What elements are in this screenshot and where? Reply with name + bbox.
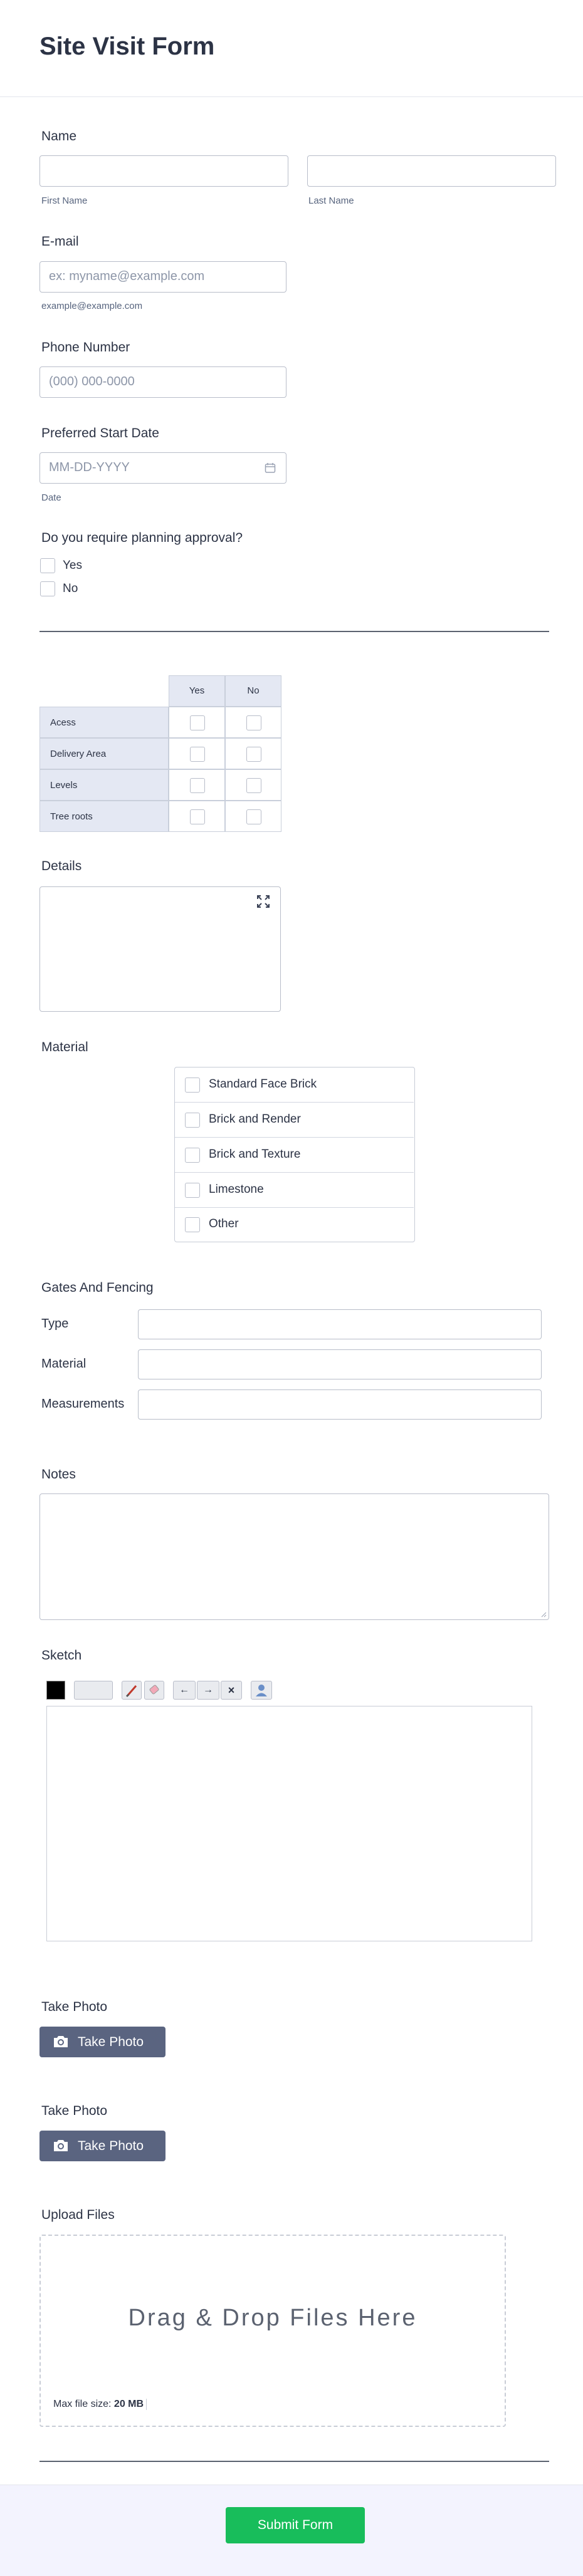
last-name-sublabel: Last Name <box>308 195 354 206</box>
approval-no-label: No <box>63 582 78 595</box>
date-placeholder: MM-DD-YYYY <box>49 460 130 474</box>
take-photo-button[interactable]: Take Photo <box>39 2027 165 2057</box>
notes-label: Notes <box>41 1467 76 1482</box>
gates-measurements-input[interactable] <box>138 1389 542 1420</box>
matrix-checkbox[interactable] <box>190 715 205 730</box>
matrix-cell <box>169 707 225 738</box>
undo-icon[interactable]: ← <box>173 1681 196 1700</box>
camera-icon <box>52 2034 70 2053</box>
notes-textarea[interactable] <box>39 1493 549 1620</box>
approval-no-checkbox[interactable] <box>40 581 55 596</box>
name-label: Name <box>41 129 77 143</box>
material-checkbox[interactable] <box>185 1078 200 1093</box>
matrix-checkbox[interactable] <box>246 809 261 824</box>
calendar-icon[interactable] <box>265 462 276 477</box>
phone-label: Phone Number <box>41 340 130 355</box>
matrix-row-label: Tree roots <box>39 801 169 832</box>
camera-icon <box>52 2138 70 2157</box>
matrix-checkbox[interactable] <box>190 778 205 793</box>
material-option[interactable]: Limestone <box>175 1173 414 1208</box>
clear-icon[interactable]: × <box>221 1681 242 1700</box>
material-option[interactable]: Standard Face Brick <box>175 1067 414 1103</box>
sketch-label: Sketch <box>41 1648 82 1663</box>
matrix-cell <box>225 738 281 769</box>
matrix-col-no: No <box>225 675 281 707</box>
material-checkbox[interactable] <box>185 1113 200 1128</box>
matrix-cell <box>169 738 225 769</box>
details-label: Details <box>41 859 82 873</box>
last-name-input[interactable] <box>307 155 556 187</box>
matrix-col-yes: Yes <box>169 675 225 707</box>
resize-handle-icon[interactable] <box>540 1611 547 1618</box>
approval-label: Do you require planning approval? <box>41 531 243 545</box>
brush-icon[interactable] <box>122 1681 142 1700</box>
first-name-sublabel: First Name <box>41 195 88 206</box>
expand-icon[interactable] <box>256 895 270 911</box>
gates-material-label: Material <box>41 1357 87 1371</box>
details-textarea[interactable] <box>39 886 281 1012</box>
material-label: Material <box>41 1040 88 1054</box>
start-date-field[interactable] <box>39 452 286 484</box>
user-icon[interactable] <box>251 1681 272 1700</box>
form-title: Site Visit Form <box>39 33 215 60</box>
material-option[interactable]: Brick and Render <box>175 1103 414 1138</box>
gates-material-input[interactable] <box>138 1349 542 1379</box>
take-photo-label: Take Photo <box>41 2000 108 2014</box>
drop-text: Drag & Drop Files Here <box>128 2305 418 2331</box>
gates-type-input[interactable] <box>138 1309 542 1339</box>
phone-placeholder: (000) 000-0000 <box>49 375 135 388</box>
gates-label: Gates And Fencing <box>41 1280 154 1295</box>
email-placeholder: ex: myname@example.com <box>49 269 205 283</box>
matrix-row-label: Levels <box>39 769 169 801</box>
section-divider <box>39 631 549 632</box>
material-checkbox[interactable] <box>185 1148 200 1163</box>
start-date-sublabel: Date <box>41 492 61 503</box>
matrix-cell <box>225 707 281 738</box>
matrix-cell <box>169 801 225 832</box>
material-option[interactable]: Other <box>175 1208 414 1241</box>
max-file-size: Max file size: 20 MB <box>53 2399 147 2410</box>
phone-field[interactable] <box>39 366 286 398</box>
material-list <box>174 1067 415 1242</box>
start-date-label: Preferred Start Date <box>41 426 159 440</box>
approval-yes-checkbox[interactable] <box>40 558 55 573</box>
matrix-row-label: Acess <box>39 707 169 738</box>
email-field[interactable] <box>39 261 286 293</box>
upload-label: Upload Files <box>41 2208 115 2222</box>
matrix-cell <box>225 801 281 832</box>
gates-measurements-label: Measurements <box>41 1397 125 1411</box>
material-checkbox[interactable] <box>185 1217 200 1232</box>
matrix-checkbox[interactable] <box>190 809 205 824</box>
line-width-button[interactable] <box>74 1681 113 1700</box>
take-photo-button[interactable]: Take Photo <box>39 2131 165 2161</box>
take-photo-label: Take Photo <box>41 2104 108 2118</box>
approval-yes-label: Yes <box>63 559 82 572</box>
matrix-row-label: Delivery Area <box>39 738 169 769</box>
material-option[interactable]: Brick and Texture <box>175 1138 414 1173</box>
redo-icon[interactable]: → <box>197 1681 219 1700</box>
matrix-checkbox[interactable] <box>190 747 205 762</box>
sketch-canvas[interactable] <box>46 1706 532 1941</box>
gates-type-label: Type <box>41 1317 69 1331</box>
file-dropzone[interactable] <box>39 2235 506 2427</box>
email-sublabel: example@example.com <box>41 301 143 311</box>
color-swatch[interactable] <box>46 1681 65 1700</box>
matrix-cell <box>225 769 281 801</box>
matrix-checkbox[interactable] <box>246 778 261 793</box>
eraser-icon[interactable] <box>144 1681 164 1700</box>
matrix-table <box>39 675 281 832</box>
matrix-checkbox[interactable] <box>246 747 261 762</box>
first-name-input[interactable] <box>39 155 288 187</box>
footer-divider <box>39 2461 549 2462</box>
submit-button[interactable]: Submit Form <box>226 2507 365 2543</box>
material-checkbox[interactable] <box>185 1183 200 1198</box>
matrix-checkbox[interactable] <box>246 715 261 730</box>
matrix-cell <box>169 769 225 801</box>
email-label: E-mail <box>41 234 79 249</box>
